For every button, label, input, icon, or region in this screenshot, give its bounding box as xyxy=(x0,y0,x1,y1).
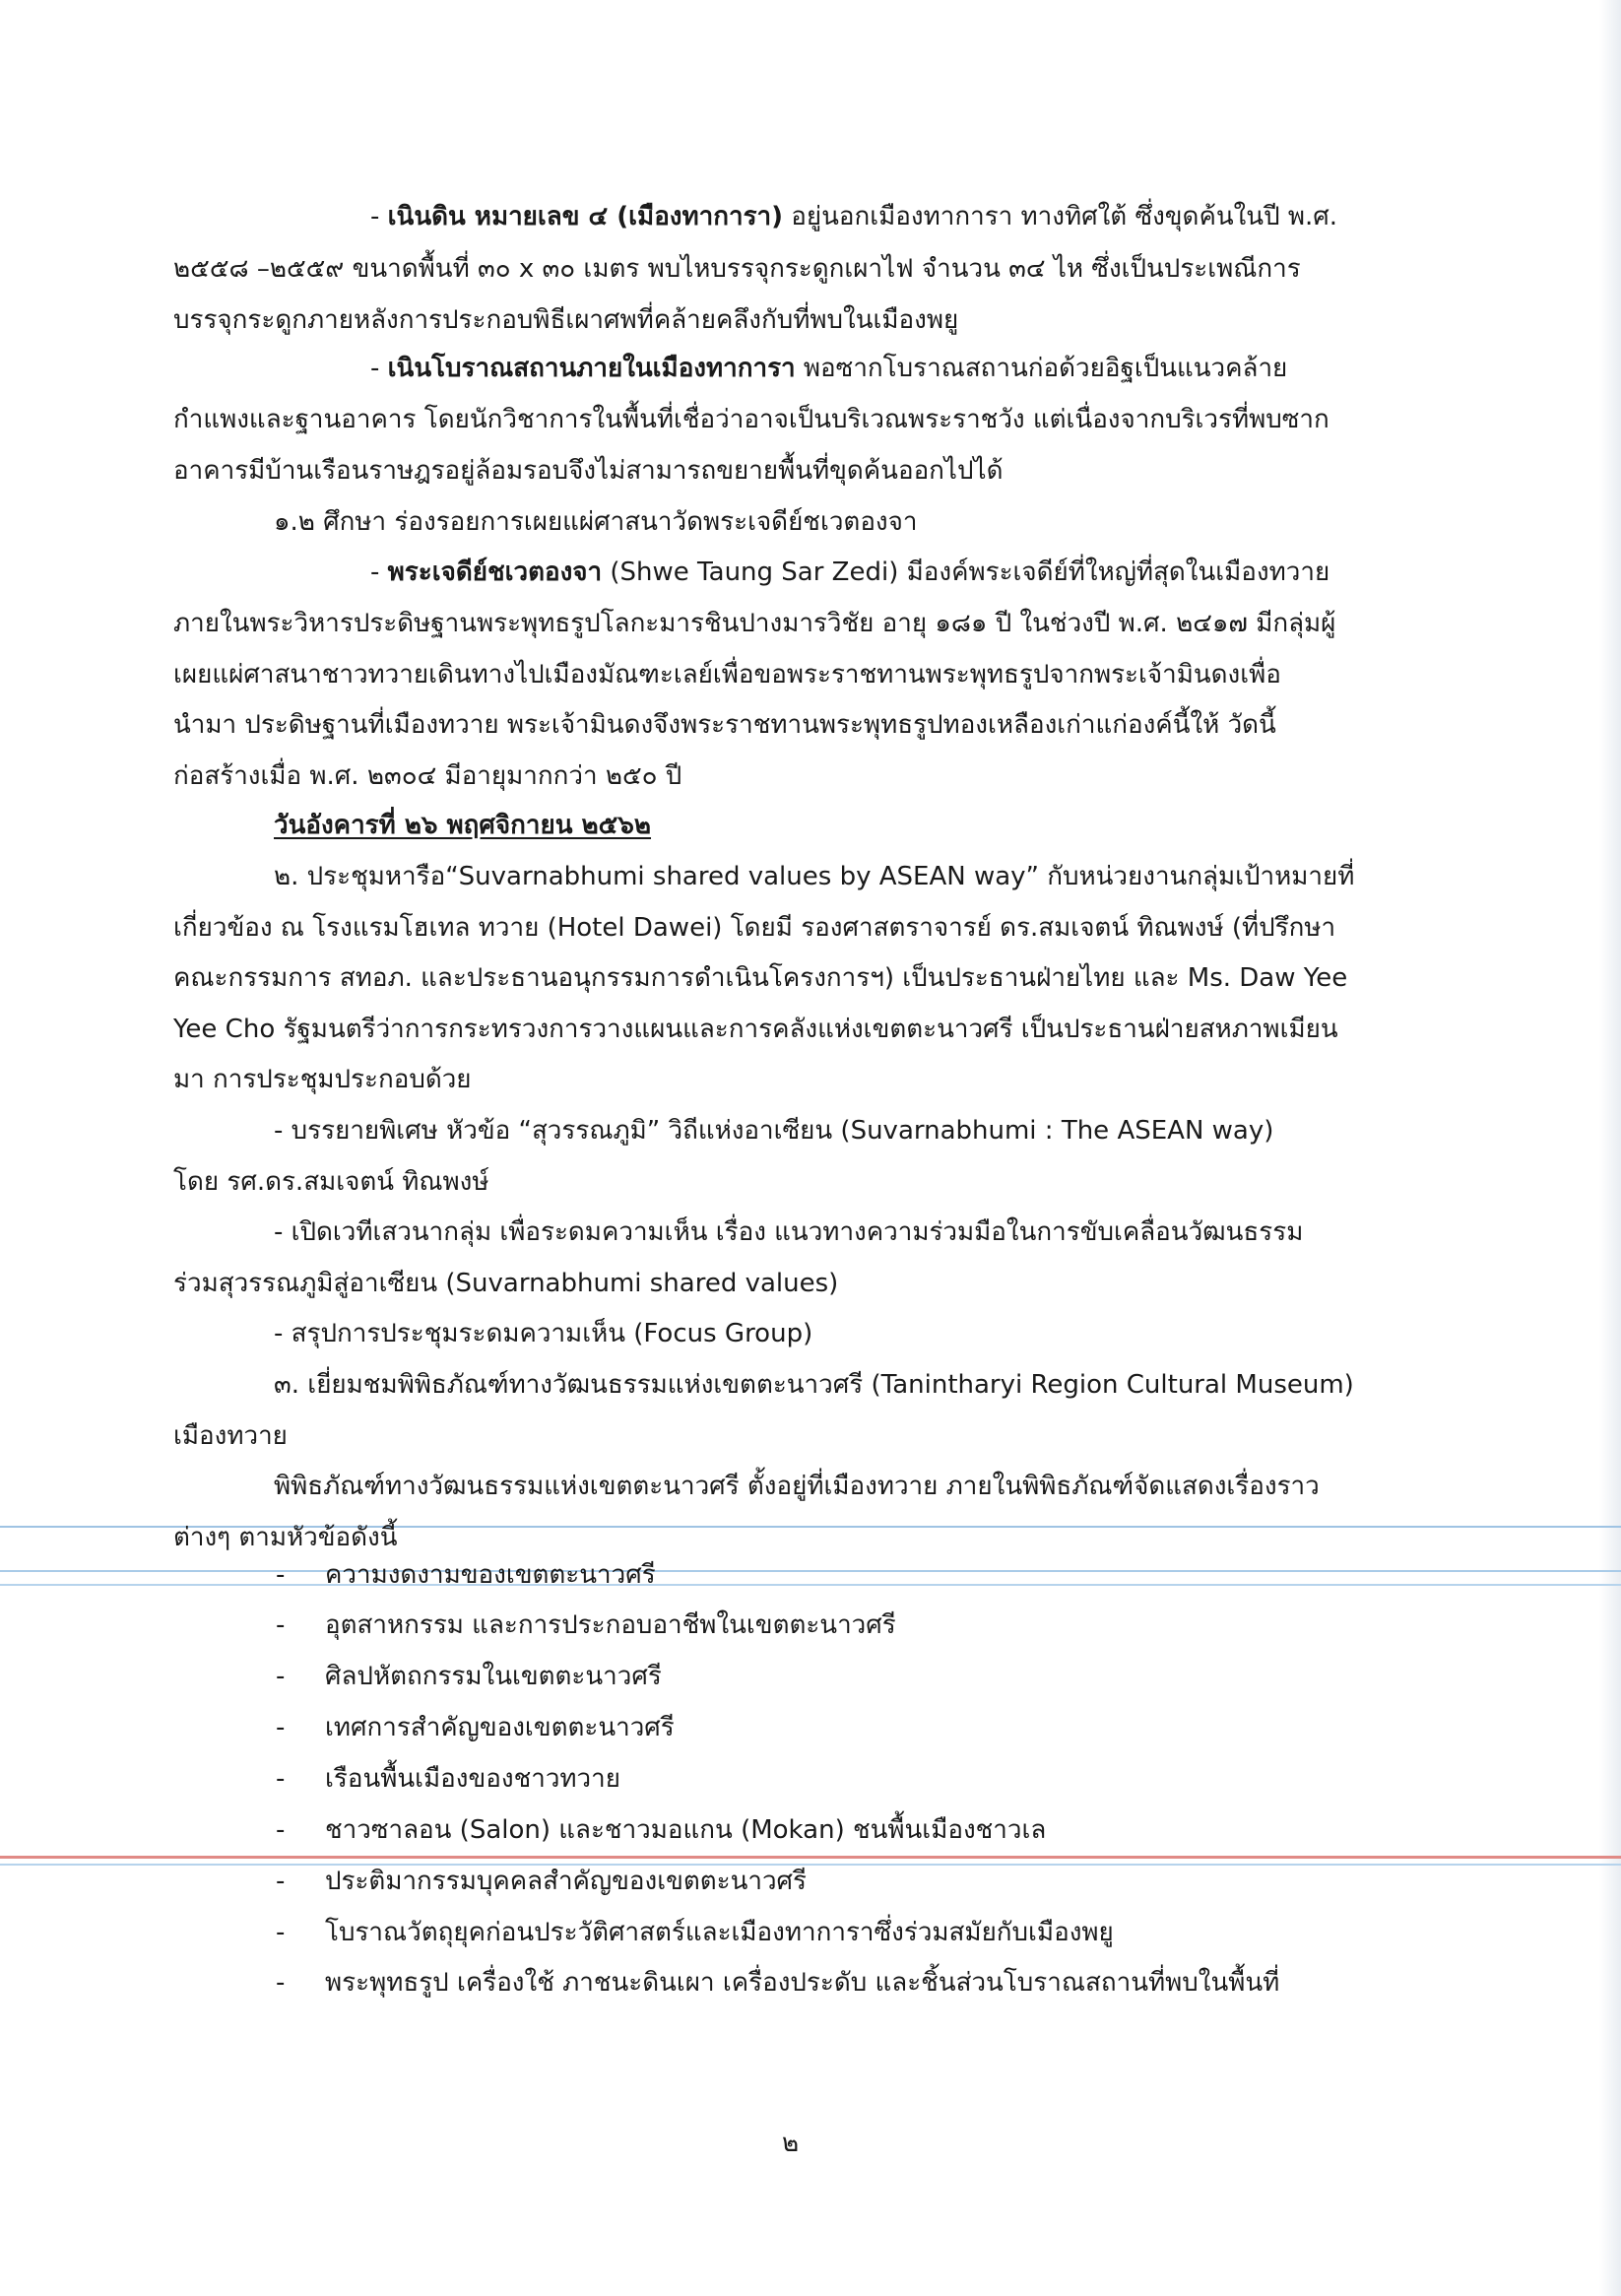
bold-heading: พระเจดีย์ชเวตองจา xyxy=(387,558,603,587)
bullet-dash: - xyxy=(276,1610,286,1640)
bullet-dash: - xyxy=(276,1662,286,1691)
paragraph-line: ก่อสร้างเมื่อ พ.ศ. ๒๓๐๔ มีอายุมากกว่า ๒๕๐ ปี xyxy=(173,761,682,791)
paragraph-line: - บรรยายพิเศษ หัวข้อ “สุวรรณภูมิ” วิถีแห่งอาเซียน (Suvarnabhumi : The ASEAN way) xyxy=(274,1116,1274,1146)
paragraph-line: โดย รศ.ดร.สมเจตน์ ทิณพงษ์ xyxy=(173,1167,489,1197)
paragraph-line: - เปิดเวทีเสวนากลุ่ม เพื่อระดมความเห็น เรื่อง แนวทางความร่วมมือในการขับเคลื่อนวัฒนธรรม xyxy=(274,1217,1304,1247)
paragraph-line: - สรุปการประชุมระดมความเห็น (Focus Group) xyxy=(274,1319,813,1348)
scan-line-red xyxy=(0,1856,1621,1859)
page-number: ๒ xyxy=(782,2129,800,2158)
bullet-dash: - xyxy=(276,1968,286,1998)
scan-edge-shadow xyxy=(1599,0,1621,2296)
dash: - xyxy=(370,354,388,383)
paragraph-line: นำมา ประดิษฐานที่เมืองทวาย พระเจ้ามินดงจึงพระราชทานพระพุทธรูปทองเหลืองเก่าแก่องค์นี้ให้ วัดนี้ xyxy=(173,710,1276,740)
paragraph-line xyxy=(370,199,1337,234)
paragraph-line xyxy=(370,351,1287,386)
paragraph-line xyxy=(370,555,1329,590)
list-item: ศิลปหัตถกรรมในเขตตะนาวศรี xyxy=(325,1662,662,1691)
bold-heading: เนินโบราณสถานภายในเมืองทาการา xyxy=(387,354,796,383)
paragraph-line: ๒๕๕๘ –๒๕๕๙ ขนาดพื้นที่ ๓๐ x ๓๐ เมตร พบไหบรรจุกระดูกเผาไฟ จำนวน ๓๔ ไห ซึ่งเป็นประเพณีการ xyxy=(173,254,1301,284)
bullet-dash: - xyxy=(276,1560,286,1590)
list-item: ความงดงามของเขตตะนาวศรี xyxy=(325,1560,656,1590)
list-item: อุตสาหกรรม และการประกอบอาชีพในเขตตะนาวศรี xyxy=(325,1610,896,1640)
paragraph-line: Yee Cho รัฐมนตรีว่าการกระทรวงการวางแผนและการคลังแห่งเขตตะนาวศรี เป็นประธานฝ่ายสหภาพเมียน xyxy=(173,1015,1338,1044)
paragraph-line: บรรจุกระดูกภายหลังการประกอบพิธีเผาศพที่คล้ายคลึงกับที่พบในเมืองพยู xyxy=(173,305,959,335)
bullet-dash: - xyxy=(276,1918,286,1947)
bold-heading: เนินดิน หมายเลข ๔ (เมืองทาการา) xyxy=(387,202,784,231)
bullet-dash: - xyxy=(276,1764,286,1794)
paragraph-line: กำแพงและฐานอาคาร โดยนักวิชาการในพื้นที่เชื่อว่าอาจเป็นบริเวณพระราชวัง แต่เนื่องจากบริเวรที่พบซาก xyxy=(173,405,1329,434)
list-item: ประติมากรรมบุคคลสำคัญของเขตตะนาวศรี xyxy=(325,1867,808,1896)
paragraph-line: ต่างๆ ตามหัวข้อดังนี้ xyxy=(173,1523,398,1552)
paragraph-line: คณะกรรมการ สทอภ. และประธานอนุกรรมการดำเนินโครงการฯ) เป็นประธานฝ่ายไทย และ Ms. Daw Yee xyxy=(173,963,1348,993)
bullet-dash: - xyxy=(276,1867,286,1896)
scan-line-blue xyxy=(0,1570,1621,1572)
scan-line-blue xyxy=(0,1864,1621,1866)
date-heading: วันอังคารที่ ๒๖ พฤศจิกายน ๒๕๖๒ xyxy=(274,811,652,840)
paragraph-line: อาคารมีบ้านเรือนราษฎรอยู่ล้อมรอบจึงไม่สามารถขยายพื้นที่ขุดค้นออกไปได้ xyxy=(173,456,1004,486)
section-heading: ๑.๒ ศึกษา ร่องรอยการเผยแผ่ศาสนาวัดพระเจดีย์ชเวตองจา xyxy=(274,507,918,537)
bullet-dash: - xyxy=(276,1815,286,1845)
text: อยู่นอกเมืองทาการา ทางทิศใต้ ซึ่งขุดค้นในปี พ.ศ. xyxy=(783,202,1338,231)
paragraph-line: เผยแผ่ศาสนาชาวทวายเดินทางไปเมืองมัณฑะเลย์เพื่อขอพระราชทานพระพุทธรูปจากพระเจ้ามินดงเพื่อ xyxy=(173,660,1281,689)
paragraph-line: เมืองทวาย xyxy=(173,1421,288,1451)
bullet-dash: - xyxy=(276,1713,286,1742)
list-item: เทศการสำคัญของเขตตะนาวศรี xyxy=(325,1713,675,1742)
list-item: พระพุทธรูป เครื่องใช้ ภาชนะดินเผา เครื่องประดับ และชิ้นส่วนโบราณสถานที่พบในพื้นที่ xyxy=(325,1968,1280,1998)
scan-line-blue xyxy=(0,1584,1621,1586)
dash: - xyxy=(370,202,388,231)
text: พอซากโบราณสถานก่อด้วยอิฐเป็นแนวคล้าย xyxy=(795,354,1288,383)
paragraph-line: ร่วมสุวรรณภูมิสู่อาเซียน (Suvarnabhumi shared values) xyxy=(173,1269,839,1298)
paragraph-line: พิพิธภัณฑ์ทางวัฒนธรรมแห่งเขตตะนาวศรี ตั้งอยู่ที่เมืองทวาย ภายในพิพิธภัณฑ์จัดแสดงเรื่องราว xyxy=(274,1472,1320,1501)
paragraph-line: ๓. เยี่ยมชมพิพิธภัณฑ์ทางวัฒนธรรมแห่งเขตตะนาวศรี (Tanintharyi Region Cultural Museum) xyxy=(274,1370,1354,1400)
paragraph-line: ภายในพระวิหารประดิษฐานพระพุทธรูปโลกะมารชินปางมารวิชัย อายุ ๑๘๑ ปี ในช่วงปี พ.ศ. ๒๔๑๗ มีกลุ่มผู้ xyxy=(173,609,1336,638)
list-item: เรือนพื้นเมืองของชาวทวาย xyxy=(325,1764,620,1794)
list-item: โบราณวัตถุยุคก่อนประวัติศาสตร์และเมืองทาการาซึ่งร่วมสมัยกับเมืองพยู xyxy=(325,1918,1114,1947)
dash: - xyxy=(370,558,388,587)
paragraph-line: ๒. ประชุมหารือ“Suvarnabhumi shared values by ASEAN way” กับหน่วยงานกลุ่มเป้าหมายที่ xyxy=(274,862,1355,891)
text: (Shwe Taung Sar Zedi) มีองค์พระเจดีย์ที่ใหญ่ที่สุดในเมืองทวาย xyxy=(602,558,1330,587)
paragraph-line: เกี่ยวข้อง ณ โรงแรมโฮเทล ทวาย (Hotel Dawei) โดยมี รองศาสตราจารย์ ดร.สมเจตน์ ทิณพงษ์ (ที่ปรึกษา xyxy=(173,913,1336,943)
list-item: ชาวซาลอน (Salon) และชาวมอแกน (Mokan) ชนพื้นเมืองชาวเล xyxy=(325,1815,1047,1845)
paragraph-line: มา การประชุมประกอบด้วย xyxy=(173,1065,472,1094)
